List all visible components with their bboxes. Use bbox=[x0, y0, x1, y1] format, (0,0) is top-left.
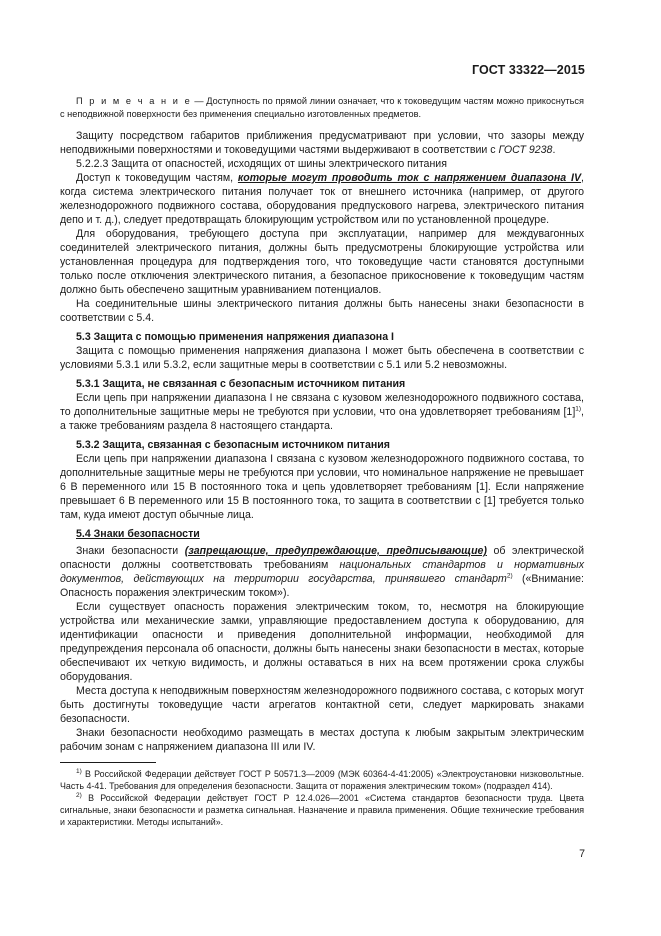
paragraph-connected: Если цепь при напряжении диапазона I связана с кузовом железнодорожного подвижного состава, то дополнительные защитные меры не требуются при условии, что номинальное напряжение не превышает 6 В переменного или 15 В постоянного тока и цепь удовлетворяет требованиям [1]. Если напряжение превышает 6 В переменного или 15 В постоянного тока, то защита в соответствии с [1] требуется только там, куда имеют доступ обычные лица. bbox=[60, 453, 584, 521]
page-number: 7 bbox=[579, 848, 585, 860]
note-text: — Доступность по прямой линии означает, что к токоведущим частям можно прикоснуться с неподвижной поверхности без применения специально изготовленных предметов. bbox=[60, 96, 584, 119]
text-run: . bbox=[552, 144, 556, 156]
standard-reference: ГОСТ 9238 bbox=[498, 144, 553, 156]
footnote-ref-2[interactable]: 2) bbox=[506, 572, 513, 580]
paragraph-enclosed-zones: Знаки безопасности необходимо размещать в местах доступа к любым закрытым электрическим рабочим зонам с напряжением диапазона III или IV. bbox=[60, 727, 584, 753]
paragraph-busbar-signs: На соединительные шины электрического питания должны быть нанесены знаки безопасности в соответствии с 5.4. bbox=[60, 298, 584, 324]
section-5-3-heading: 5.3 Защита с помощью применения напряжения диапазона I bbox=[76, 331, 394, 343]
footnote-text: В Российской Федерации действует ГОСТ Р 12.4.026—2001 «Система стандартов безопасности труда. Цвета сигнальные, знаки безопасности и разметка сигнальная. Назначение и правила применения. Общие технические требования и характеристики. Методы испытаний». bbox=[60, 793, 584, 827]
paragraph-shock-hazard: Если существует опасность поражения электрическим током, то, несмотря на блокирующие устройства или механические замки, управляющие предоставлением доступа к оборудованию, для идентификации опасности и приведения дополнительной информации, необходимой для предупреждения персонала об опасности, должны быть нанесены знаки безопасности в местах, которые обеспечивают их четкую видимость, и должны оставаться в них на всем протяжении срока службы оборудования. bbox=[60, 601, 584, 683]
italic-standards: национальных стандартов и нормативных документов, действующих на территории государства, принявшего стандарт bbox=[60, 559, 584, 585]
section-5-4-title: 5.4 Знаки безопасности bbox=[76, 528, 200, 540]
subsection-5-2-2-3-title: 5.2.2.3 Защита от опасностей, исходящих от шины электрического питания bbox=[76, 158, 447, 170]
main-text bbox=[60, 95, 584, 754]
section-5-3-2-heading: 5.3.2 Защита, связанная с безопасным источником питания bbox=[76, 439, 390, 451]
paragraph-access bbox=[60, 171, 584, 227]
text-run: , когда система электрического питания получает ток от внешнего источника (например, от другого железнодорожного подвижного состава, оборудования предпускового нагрева, электрического питания депо и т. д.), следует предотвращать блокирующим устройством или по установленной процедуре. bbox=[60, 172, 584, 226]
paragraph-access-points: Места доступа к неподвижным поверхностям железнодорожного подвижного состава, с которых могут быть достигнуты токоведущие части агрегатов контактной сети, следует маркировать знаками безопасности. bbox=[60, 685, 584, 725]
footnote-1 bbox=[60, 768, 584, 792]
emphasis-sign-types: (запрещающие, предупреждающие, предписывающие) bbox=[184, 545, 487, 557]
text-run: об электрической опасности должны соответствовать требованиям bbox=[60, 545, 584, 571]
paragraph-gauge-protection bbox=[60, 129, 584, 157]
text-run: , а также требованиям раздела 8 настоящего стандарта. bbox=[60, 406, 584, 432]
text-run: Знаки безопасности bbox=[76, 545, 185, 557]
footnotes bbox=[60, 768, 584, 828]
paragraph-not-connected bbox=[60, 391, 584, 433]
emphasis-voltage-range: которые могут проводить ток с напряжением диапазона IV bbox=[237, 172, 582, 184]
text-run: Если цепь при напряжении диапазона I не связана с кузовом железнодорожного подвижного состава, то дополнительные защитные меры не требуются при условии, что она удовлетворяет требованиям [1] bbox=[60, 392, 584, 418]
footnote-mark: 2) bbox=[76, 792, 82, 800]
note bbox=[60, 95, 584, 120]
paragraph-equipment: Для оборудования, требующего доступа при эксплуатации, например для междувагонных соединителей электрического питания, должны быть предусмотрены блокирующие устройства или установленная процедура для подтверждения того, что токоведущие части становятся доступными только после отключения электрического питания, а безопасное прикосновение к токоведущим частям должно быть обеспечено защитным уравниванием потенциалов. bbox=[60, 228, 584, 296]
section-5-4-heading bbox=[60, 527, 584, 541]
footnote-text: В Российской Федерации действует ГОСТ Р 50571.3—2009 (МЭК 60364-4-41:2005) «Электроустановки низковольтные. Часть 4-41. Требования для определения безопасности. Защита от поражения электрическим током» (подраздел 414). bbox=[60, 769, 584, 791]
footnote-ref-1[interactable]: 1) bbox=[575, 405, 582, 413]
document-id: ГОСТ 33322—2015 bbox=[471, 63, 585, 77]
footnote-mark: 1) bbox=[76, 768, 82, 776]
text-run: («Внимание: Опасность поражения электрическим током»). bbox=[60, 573, 584, 599]
text-run: Доступ к токоведущим частям, bbox=[76, 172, 238, 184]
footnote-separator bbox=[60, 762, 156, 763]
section-5-3-1-heading: 5.3.1 Защита, не связанная с безопасным источником питания bbox=[76, 378, 406, 390]
footnote-2 bbox=[60, 792, 584, 828]
note-label: П р и м е ч а н и е bbox=[76, 96, 192, 106]
paragraph-range-i: Защита с помощью применения напряжения диапазона I может быть обеспечена в соответствии с условиями 5.3.1 или 5.3.2, если защитные меры в соответствии с 5.1 или 5.2 невозможны. bbox=[60, 345, 584, 371]
paragraph-safety-signs bbox=[60, 544, 584, 600]
text-run: Защиту посредством габаритов приближения предусматривают при условии, что зазоры между неподвижными поверхностями и токоведущими частями выдерживают в соответствии с bbox=[60, 130, 584, 156]
